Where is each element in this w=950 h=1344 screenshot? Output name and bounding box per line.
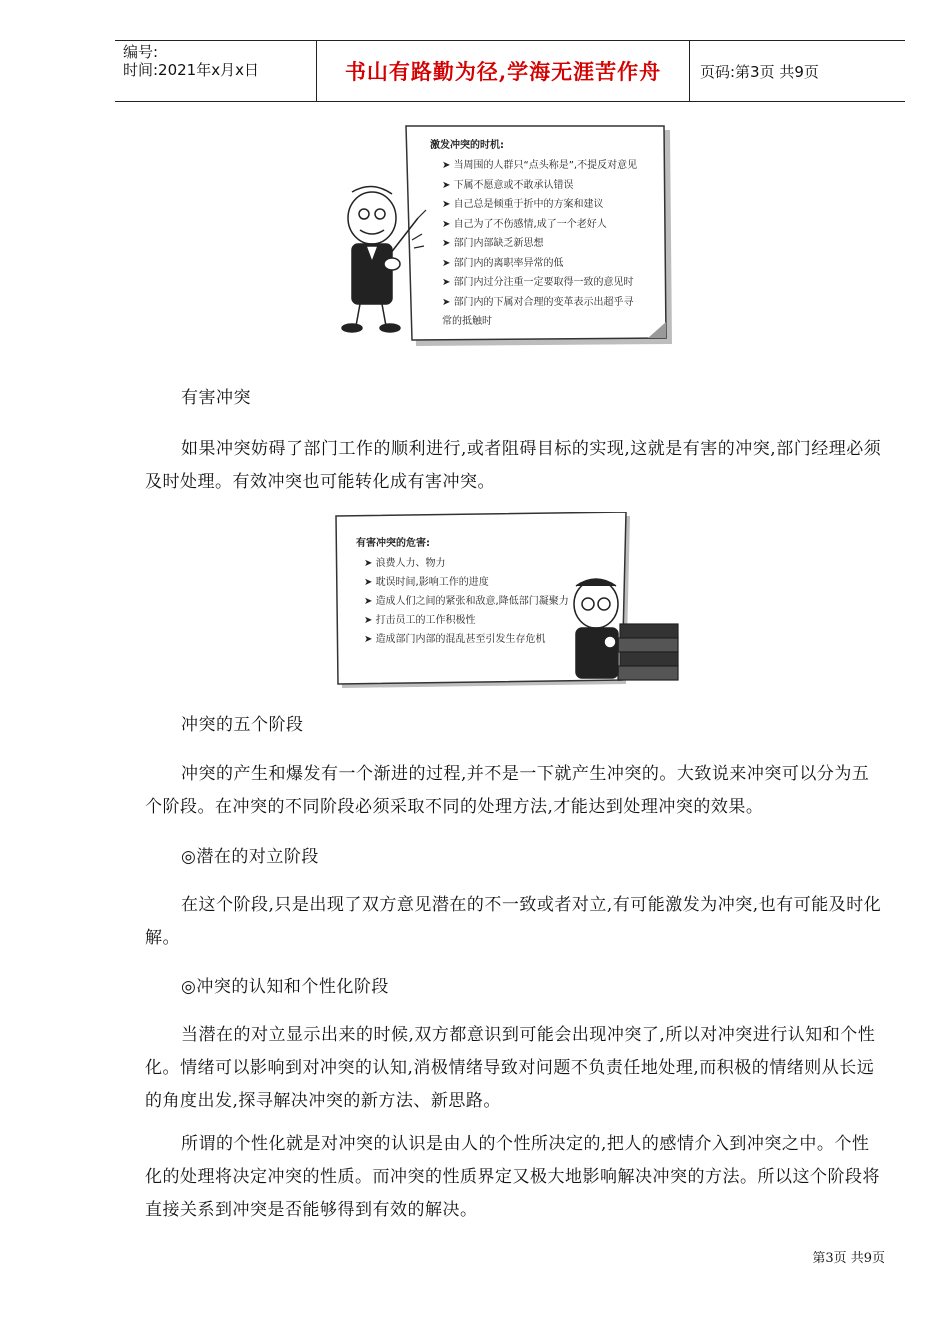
section-heading-five-stages: 冲突的五个阶段: [181, 715, 304, 735]
list-item: ➤ 耽误时间,影响工作的进度: [364, 577, 489, 588]
header-meta: [115, 41, 317, 101]
paragraph-harmful-conflict: 如果冲突妨碍了部门工作的顺利进行,或者阻碍目标的实现,这就是有害的冲突,部门经理必须及时处理。有效冲突也可能转化成有害冲突。: [145, 439, 882, 492]
list-item: ➤ 当周围的人群只“点头称是”,不提反对意见: [442, 160, 638, 171]
list-item: ➤ 自己总是倾重于折中的方案和建议: [442, 199, 604, 210]
figure-conflict-timing: [330, 122, 680, 350]
list-item: ➤ 下属不愿意或不敢承认错误: [442, 179, 574, 191]
figure2-list: [364, 554, 580, 649]
list-item: ➤ 打击员工的工作积极性: [364, 615, 476, 626]
header-page-number: 页码:第3页 共9页: [700, 62, 819, 81]
page-footer-number: 第3页 共9页: [812, 1251, 885, 1266]
list-item: ➤ 造成人们之间的紧张和敌意,降低部门凝聚力: [364, 596, 569, 607]
figure-harmful-conflict-effects: [330, 512, 685, 692]
page-header: [115, 40, 905, 102]
header-motto: 书山有路勤为径,学海无涯苦作舟: [317, 41, 690, 101]
list-item: ➤ 造成部门内部的混乱甚至引发生存危机: [364, 634, 546, 645]
figure1-title: 激发冲突的时机:: [430, 140, 504, 151]
list-item: ➤ 部门内的离职率异常的低: [442, 257, 564, 269]
list-item: ➤ 部门内部缺乏新思想: [442, 238, 544, 249]
paragraph-five-stages: 冲突的产生和爆发有一个渐进的过程,并不是一下就产生冲突的。大致说来冲突可以分为五个阶段。在冲突的不同阶段必须采取不同的处理方法,才能达到处理冲突的效果。: [145, 764, 870, 817]
section-heading-latent-opposition: ◎潜在的对立阶段: [181, 847, 319, 867]
paragraph-personalization: 所谓的个性化就是对冲突的认识是由人的个性所决定的,把人的感情介入到冲突之中。个性化的处理将决定冲突的性质。而冲突的性质界定又极大地影响解决冲突的方法。所以这个阶段将直接关系到冲突是否能够得到有效的解决。: [145, 1134, 880, 1220]
paragraph-cognition-stage: 当潜在的对立显示出来的时候,双方都意识到可能会出现冲突了,所以对冲突进行认知和个性化。情绪可以影响到对冲突的认知,消极情绪导致对问题不负责任地处理,而积极的情绪则从长远的角度出发,探寻解决冲突的新方法、新思路。: [145, 1025, 876, 1111]
section-heading-cognition-stage: ◎冲突的认知和个性化阶段: [181, 977, 389, 997]
list-item: ➤ 浪费人力、物力: [364, 558, 446, 569]
figure1-list: [442, 156, 642, 332]
list-item: ➤ 部门内的下属对合理的变革表示出超乎寻常的抵触时: [442, 296, 634, 327]
document-number-label: 编号:: [123, 43, 159, 61]
paragraph-latent-opposition: 在这个阶段,只是出现了双方意见潜在的不一致或者对立,有可能激发为冲突,也有可能及时化解。: [145, 895, 882, 948]
document-time-label: 时间:2021年x月x日: [123, 61, 259, 79]
section-heading-harmful-conflict: 有害冲突: [181, 388, 251, 408]
list-item: ➤ 部门内过分注重一定要取得一致的意见时: [442, 277, 634, 288]
figure2-title: 有害冲突的危害:: [356, 538, 430, 549]
list-item: ➤ 自己为了不伤感情,成了一个老好人: [442, 218, 607, 230]
